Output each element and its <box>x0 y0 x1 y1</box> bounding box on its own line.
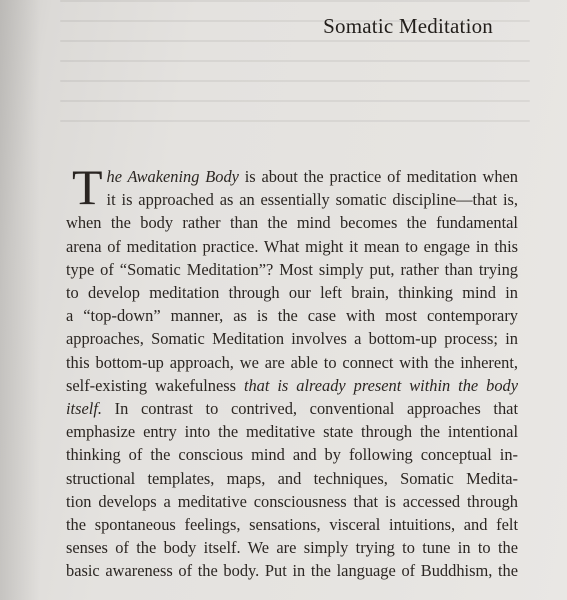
text-line: basic awareness of the body. Put in the language of Buddhism, the <box>66 561 518 581</box>
page-gutter-shadow <box>0 0 40 600</box>
text-line: he Awakening Body is about the practice of meditation when <box>106 167 518 186</box>
drop-cap: T <box>72 159 103 215</box>
text-line: a “top-down” manner, as is the case with most contemporary <box>66 306 518 326</box>
text-line: when the body rather than the mind becomes the fundamental <box>66 213 518 233</box>
text-line: itself. In contrast to contrived, conventional approaches that <box>66 399 518 419</box>
text-line: senses of the body itself. We are simply trying to tune in to the <box>66 538 518 558</box>
text-line: to develop meditation through our left brain, thinking mind in <box>66 283 518 303</box>
emphasis-italic: that is already present within the body <box>243 375 518 395</box>
running-head: Somatic Meditation <box>323 14 493 38</box>
text-line: structional templates, maps, and techniques, Somatic Medita- <box>66 468 518 488</box>
emphasis-italic: itself. <box>66 399 102 419</box>
text-line: the spontaneous feelings, sensations, visceral intuitions, and felt <box>66 515 518 535</box>
text-line: arena of meditation practice. What might it mean to engage in this <box>66 236 518 256</box>
text-line: it is approached as an essentially somatic discipline—that is, <box>106 190 518 210</box>
text-line: this bottom-up approach, we are able to connect with the inherent, <box>66 352 518 372</box>
book-title-italic: he Awakening Body <box>106 167 239 186</box>
body-paragraph <box>66 159 518 583</box>
text-line: thinking of the conscious mind and by following conceptual in- <box>66 445 518 465</box>
text-line: emphasize entry into the meditative state through the intentional <box>66 422 518 442</box>
text-line: type of “Somatic Meditation”? Most simply put, rather than trying <box>66 259 518 279</box>
text-line: tion develops a meditative consciousness that is accessed through <box>66 491 518 511</box>
text-line: self-existing wakefulness that is already present within the body <box>66 375 518 395</box>
text-line: approaches, Somatic Meditation involves a bottom-up process; in <box>66 329 518 349</box>
